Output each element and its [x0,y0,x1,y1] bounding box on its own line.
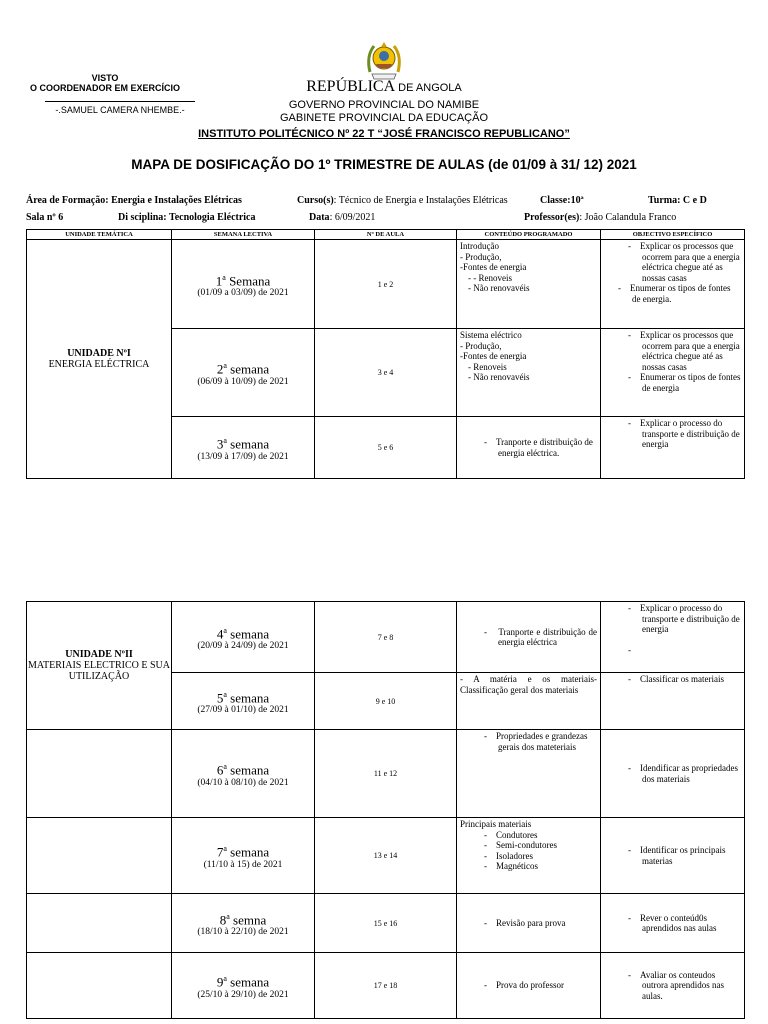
content-line: - Produção, [460,251,502,262]
week-ordinal: a [223,844,227,854]
objective-cell: - Explicar o processo do transporte e distribuição de energia [601,417,745,479]
content-line: - Renoveis [473,272,512,283]
week-cell [172,240,315,329]
content-line: Isoladores [496,850,533,861]
week-dates: (13/09 à 17/09) de 2021 [197,451,289,462]
content-line: Condutores [496,829,538,840]
week-number: 9 [216,974,224,990]
week-word: semana [226,844,270,860]
col-header: UNIDADE TEMÁTICA [27,230,172,240]
content-line: - Não renovavéis [468,283,530,293]
week-dates: (25/10 à 29/10) de 2021 [197,989,289,1000]
objective-item: Explicar o processo do transporte e distribuição de energia [640,418,740,449]
content-line: - A matéria e os materiais- Classificação geral dos materiais [460,674,597,695]
professor-label: Professor(es) [524,212,580,223]
week-ordinal: a [223,974,227,984]
aula-cell: 17 e 18 [315,953,457,1019]
objective-cell: - Avaliar os conteudos outrora aprendidos nas aulas. [601,953,745,1019]
aula-cell: 1 e 2 [315,240,457,329]
week-dates: (11/10 à 15) de 2021 [203,859,283,870]
week-cell [172,953,315,1019]
date-value: : 6/09/2021 [329,212,376,223]
unit-cell-empty [27,730,172,818]
table-row [27,730,745,818]
table-row [27,818,745,894]
col-header: SEMANA LECTIVA [172,230,315,240]
government-block [200,99,568,125]
week-word: Semana [225,273,271,289]
table-header-row [27,230,745,240]
week-dates: (04/10 à 08/10) de 2021 [197,777,289,788]
objective-item: Enumerar os tipos de fontes de energia [640,372,741,393]
week-word: semana [226,974,270,990]
content-cell: - Propriedades e grandezas gerais dos mateteriais [457,730,601,818]
document-title: MAPA DE DOSIFICAÇÃO DO 1º TRIMESTRE DE AULAS (de 01/09 à 31/ 12) 2021 [131,157,637,172]
objective-item: Explicar o processo do transporte e distribuição de energia [640,603,740,634]
week-word: semana [226,762,270,778]
republic-rest: DE ANGOLA [395,82,462,94]
week-dates: (01/09 a 03/09) de 2021 [197,288,289,299]
week-ordinal: a [222,272,226,282]
week-cell [172,730,315,818]
week-ordinal: a [223,625,227,635]
unit-title: UNIDADE NºI [67,348,131,359]
objective-cell: - Rever o conteúd0s aprendidos nas aulas [601,894,745,953]
content-line: - Produção, [460,340,502,351]
course-value: : Técnico de Energia e Instalações Elétricas [333,195,508,206]
area-field [26,195,242,206]
objective-item: Explicar os processos que ocorrem para que a energia eléctrica chegue até as nossas casas [640,330,740,372]
col-header: Nº DE AULA [315,230,457,240]
sala-label: Sala nº 6 [26,212,64,223]
week-cell [172,894,315,953]
week-ordinal: a [223,689,227,699]
coordinator-role: O COORDENADOR EM EXERCÍCIO [30,83,181,93]
objective-cell: - Idendificar as propriedades dos materiais [601,730,745,818]
unit-subtitle: ENERGIA ELÉCTRICA [48,359,150,370]
content-cell: Principais materiais - Condutores - Semi-condutores - Isoladores - Magnéticos [457,818,601,894]
class-value: 10ª [570,195,584,206]
unit-cell-empty [27,953,172,1019]
institute-name: INSTITUTO POLITÉCNICO Nº 22 T “JOSÉ FRANCISCO REPUBLICANO” [198,128,570,140]
week-number: 1 [215,273,223,289]
unit-cell [27,240,172,479]
aula-cell: 3 e 4 [315,329,457,417]
objective-cell: - Identificar os principais materias [601,818,745,894]
professor-field [524,212,676,223]
week-number: 8 [219,912,227,928]
week-number: 2 [216,361,224,377]
unit-subtitle: MATERIAIS ELECTRICO E SUA UTILIZAÇÃO [28,660,170,682]
area-value: Energia e Instalações Elétricas [111,195,242,206]
objective-cell: - Classificar os materiais [601,673,745,730]
course-field [297,195,508,206]
content-line: Sistema eléctrico [460,330,522,340]
unit-cell-empty [27,818,172,894]
disciplina-label: Di sciplina: Tecnologia Eléctrica [118,212,256,223]
aula-cell: 13 e 14 [315,818,457,894]
content-line: Principais materiais [460,819,532,829]
date-label: Data [309,212,330,223]
aula-cell: 15 e 16 [315,894,457,953]
week-word: semna [229,912,267,928]
content-line: -Fontes de energia [460,351,527,361]
week-dates: (20/09 à 24/09) de 2021 [197,641,289,652]
week-ordinal: a [223,762,227,772]
week-number: 3 [216,436,224,452]
week-cell [172,818,315,894]
content-cell: Introdução - Produção, -Fontes de energia - - Renoveis - Não renovavéis [457,240,601,329]
objective-item: Classificar os materiais [640,674,724,684]
content-line: Magnéticos [496,861,538,871]
signature-line [45,101,195,102]
aula-cell: 5 e 6 [315,417,457,479]
week-number: 4 [216,626,224,642]
week-number: 5 [216,690,224,706]
content-line: - Renoveis [468,361,507,372]
content-line: Prova do professor [496,980,564,991]
table-row [27,953,745,1019]
turma-field [648,195,707,206]
class-field [540,195,584,206]
class-label: Classe: [540,195,571,206]
week-word: semana [226,626,270,642]
government-name: GOVERNO PROVINCIAL DO NAMIBE [288,99,480,111]
week-ordinal: a [226,911,230,921]
sala-field [26,212,63,223]
content-line: Introdução [460,241,499,251]
course-label: Curso(s) [297,195,334,206]
visto-block [30,73,180,93]
week-dates: (06/09 à 10/09) de 2021 [197,376,289,387]
aula-cell: 11 e 12 [315,730,457,818]
table-row [27,894,745,953]
week-dates: (18/10 à 22/10) de 2021 [197,927,289,938]
objective-cell: - Explicar o processo do transporte e distribuição de energia - [601,602,745,673]
turma-label: Turma: C e D [648,195,707,206]
angola-emblem-icon [364,38,404,82]
week-dates: (27/09 à 01/10) de 2021 [197,705,289,716]
week-ordinal: a [223,361,227,371]
objective-item: Identificar os principais materias [640,845,726,866]
objective-item: Explicar os processos que ocorrem para que a energia eléctrica chegue até as nossas casas [640,241,740,283]
content-line: Tranporte e distribuição de energia eléctrica. [496,437,593,458]
week-number: 7 [216,844,224,860]
dosage-table-unit-1 [26,229,745,479]
week-cell [172,329,315,417]
week-ordinal: a [223,436,227,446]
week-cell [172,417,315,479]
objective-cell: - Explicar os processos que ocorrem para que a energia eléctrica chegue até as nossas casas - Enumerar os tipos de fontes de energia [601,329,745,417]
content-line: Revisão para prova [496,917,566,928]
content-line: - Não renovavéis [468,372,530,382]
content-cell: - Tranporte e distribuição de energia eléctrica [457,602,601,673]
week-word: semana [226,690,270,706]
table-row [27,602,745,673]
content-cell: - Prova do professor [457,953,601,1019]
cabinet-name: GABINETE PROVINCIAL DA EDUCAÇÃO [279,112,489,124]
disciplina-field [118,212,256,223]
week-word: semana [226,361,270,377]
week-number: 6 [216,762,224,778]
republic-line [200,78,568,96]
col-header: CONTEÚDO PROGRAMADO [457,230,601,240]
coordinator-name: -.SAMUEL CAMERA NHEMBE.- [55,105,185,115]
date-field [309,212,375,223]
week-cell [172,673,315,730]
content-cell [457,673,601,730]
objective-item: Idendificar as propriedades dos materiais [640,763,738,784]
objective-cell: - Explicar os processos que ocorrem para que a energia eléctrica chegue até as nossas casas - Enumerar os tipos de fontes de energia. [601,240,745,329]
objective-item: Enumerar os tipos de fontes de energia. [630,283,731,304]
objective-item: Avaliar os conteudos outrora aprendidos nas aulas. [640,969,724,1001]
aula-cell: 9 e 10 [315,673,457,730]
content-line: Tranporte e distribuição de energia eléctrica [498,626,597,647]
content-line: Semi-condutores [496,840,557,850]
table-row [27,240,745,329]
unit-cell-empty [27,894,172,953]
week-cell [172,602,315,673]
content-cell: - Revisão para prova [457,894,601,953]
visto-label: VISTO [91,73,119,83]
content-line: Propriedades e grandezas gerais dos mateteriais [496,731,588,752]
unit-cell [27,602,172,730]
content-line: -Fontes de energia [460,262,527,272]
dosage-table-unit-2 [26,601,745,1019]
professor-value: : João Calandula Franco [579,212,677,223]
republic-main: REPÚBLICA [306,78,396,95]
col-header: OBJECTIVO ESPECÍFICO [601,230,745,240]
content-cell [457,329,601,417]
aula-cell: 7 e 8 [315,602,457,673]
area-label: Área de Formação: [26,195,109,206]
week-word: semana [226,436,270,452]
objective-item: Rever o conteúd0s aprendidos nas aulas [640,912,717,933]
unit-title: UNIDADE NºII [65,649,133,660]
content-cell: - Tranporte e distribuição de energia eléctrica. [457,417,601,479]
